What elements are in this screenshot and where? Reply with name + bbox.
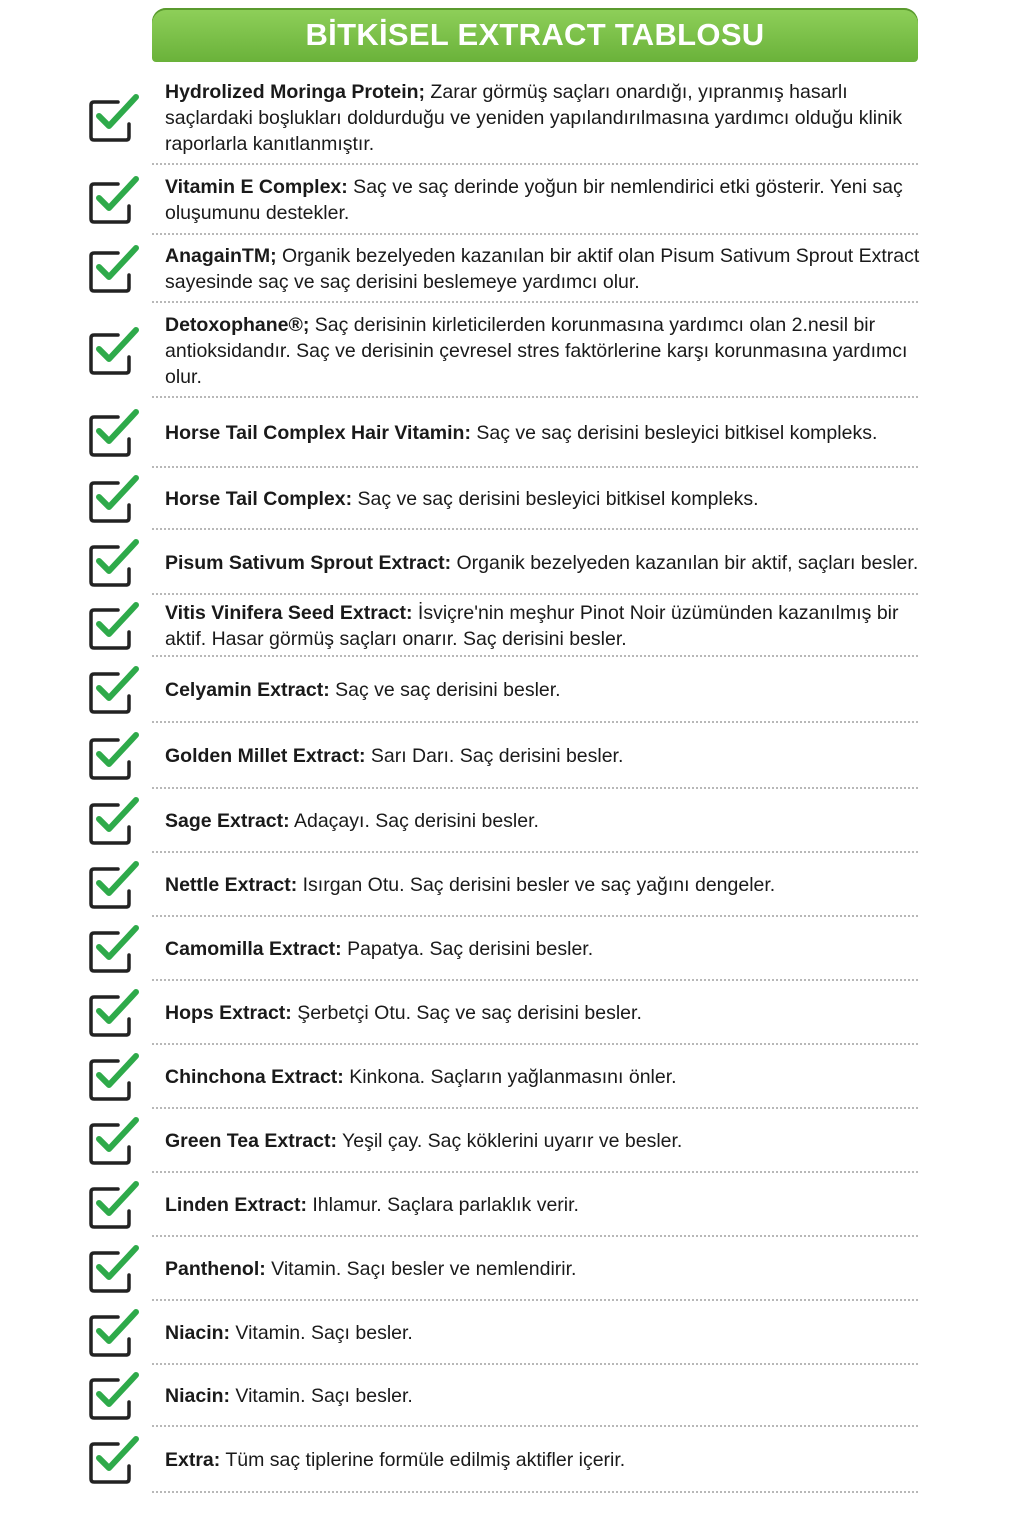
list-item [0,1237,1024,1301]
extract-name: Horse Tail Complex Hair Vitamin: [165,422,471,444]
list-item-text [165,1320,413,1346]
list-item [0,165,1024,235]
extract-name: Vitamin E Complex: [165,176,348,198]
extract-name: Panthenol: [165,1258,266,1280]
extract-description: Saç derisinin kirleticilerden korunmasına yardımcı olan 2.nesil bir antioksidandır. Saç ve derisinin çevresel stres faktörlerine karşı korunmasına yardımcı olur. [165,313,908,388]
checkmark-box-icon [88,664,142,716]
extract-description: Tüm saç tiplerine formüle edilmiş aktifler içerir. [220,1449,626,1471]
extract-name: Celyamin Extract: [165,679,330,701]
extract-description: İsviçre'nin meşhur Pinot Noir üzümünden kazanılmış bir aktif. Hasar görmüş saçları onarır. Saç derisini besler. [165,602,899,650]
table-header-banner [152,8,918,62]
extract-name: Camomilla Extract: [165,938,342,960]
list-item [0,1173,1024,1237]
extract-name: Niacin: [165,1385,231,1407]
list-item-text [165,1447,625,1473]
list-item-text [165,677,561,703]
list-item [0,1045,1024,1109]
extract-name: Extra: [165,1449,221,1471]
list-item [0,1109,1024,1173]
extract-description: Saç ve saç derisini besler. [329,679,561,701]
extract-description: Organik bezelyeden kazanılan bir aktif, saçları besler. [451,551,919,574]
checkmark-box-icon [88,1115,142,1167]
extract-name: Sage Extract: [165,810,290,832]
checkmark-box-icon [88,600,142,652]
extract-description: Şerbetçi Otu. Saç ve saç derisini besler. [291,1002,642,1024]
extract-name: Pisum Sativum Sprout Extract: [165,551,452,574]
list-item-text [165,600,924,652]
extract-name: Hydrolized Moringa Protein; [165,80,426,103]
checkmark-box-icon [88,407,142,459]
list-item [0,1301,1024,1365]
extract-description: Kinkona. Saçların yağlanmasını önler. [343,1066,677,1088]
checkmark-box-icon [88,987,142,1039]
list-item-text [165,420,877,446]
extract-description: Papatya. Saç derisini besler. [341,938,594,960]
extract-name: Linden Extract: [165,1194,307,1216]
list-item [0,917,1024,981]
extract-list [0,70,1024,1510]
extract-name: Niacin: [165,1322,231,1344]
checkmark-box-icon [88,92,142,144]
list-item-text [165,872,775,898]
list-item [0,303,1024,398]
checkmark-box-icon [88,1243,142,1295]
extract-description: Yeşil çay. Saç köklerini uyarır ve besler. [336,1130,683,1152]
list-item [0,981,1024,1045]
list-item-text [165,743,623,769]
extract-description: Vitamin. Saçı besler ve nemlendirir. [265,1258,577,1280]
list-item [0,1427,1024,1493]
extract-name: AnagainTM; [165,245,277,267]
list-item [0,530,1024,595]
checkmark-box-icon [88,1434,142,1486]
list-item-text [165,1192,579,1218]
list-item-text [165,174,924,226]
list-item [0,468,1024,530]
checkmark-box-icon [88,174,142,226]
checkmark-box-icon [88,795,142,847]
list-item [0,70,1024,165]
extract-name: Detoxophane®; [165,313,310,336]
list-item-text [165,1128,682,1154]
list-item-text [165,550,918,576]
list-item [0,853,1024,917]
extract-description: Adaçayı. Saç derisini besler. [289,810,539,832]
checkmark-box-icon [88,473,142,525]
list-item-text [165,1064,677,1090]
extract-description: Saç ve saç derisini besleyici bitkisel kompleks. [470,422,878,444]
checkmark-box-icon [88,537,142,589]
extract-name: Chinchona Extract: [165,1066,344,1088]
extract-description: Zarar görmüş saçları onardığı, yıpranmış hasarlı saçlardaki boşlukları doldurduğu ve yeniden yapılandırılmasına yardımcı olduğu klinik raporlarla kanıtlanmıştır. [165,80,903,155]
list-item [0,789,1024,853]
checkmark-box-icon [88,730,142,782]
checkmark-box-icon [88,243,142,295]
checkmark-box-icon [88,1370,142,1422]
extract-description: Sarı Darı. Saç derisini besler. [365,745,624,767]
list-item-text [165,1000,642,1026]
list-item [0,657,1024,723]
checkmark-box-icon [88,923,142,975]
extract-description: Isırgan Otu. Saç derisini besler ve saç yağını dengeler. [297,874,776,896]
list-item [0,1365,1024,1427]
list-item [0,398,1024,468]
checkmark-box-icon [88,1051,142,1103]
extract-name: Hops Extract: [165,1002,292,1024]
list-item-text [165,1383,413,1409]
checkmark-box-icon [88,859,142,911]
page-title: BİTKİSEL EXTRACT TABLOSU [305,17,765,52]
list-item [0,723,1024,789]
list-item-text [165,79,924,157]
list-item-text [165,808,539,834]
list-item-text [165,1256,576,1282]
extract-name: Nettle Extract: [165,874,298,896]
extract-name: Vitis Vinifera Seed Extract: [165,602,413,624]
extract-name: Golden Millet Extract: [165,745,366,767]
list-item [0,235,1024,303]
extract-name: Green Tea Extract: [165,1130,337,1152]
checkmark-box-icon [88,325,142,377]
extract-description: Ihlamur. Saçlara parlaklık verir. [306,1194,579,1216]
list-item-text [165,486,759,512]
extract-description: Saç ve saç derinde yoğun bir nemlendirici etki gösterir. Yeni saç oluşumunu destekler. [165,176,903,224]
list-item-text [165,243,924,295]
checkmark-box-icon [88,1307,142,1359]
extract-description: Vitamin. Saçı besler. [230,1322,413,1344]
extract-description: Vitamin. Saçı besler. [230,1385,413,1407]
extract-description: Saç ve saç derisini besleyici bitkisel kompleks. [352,488,759,510]
list-item-text [165,936,593,962]
list-item-text [165,312,924,390]
extract-description: Organik bezelyeden kazanılan bir aktif olan Pisum Sativum Sprout Extract sayesinde saç ve saç derisini beslemeye yardımcı olur. [165,245,920,293]
list-item [0,595,1024,657]
checkmark-box-icon [88,1179,142,1231]
extract-name: Horse Tail Complex: [165,488,353,510]
